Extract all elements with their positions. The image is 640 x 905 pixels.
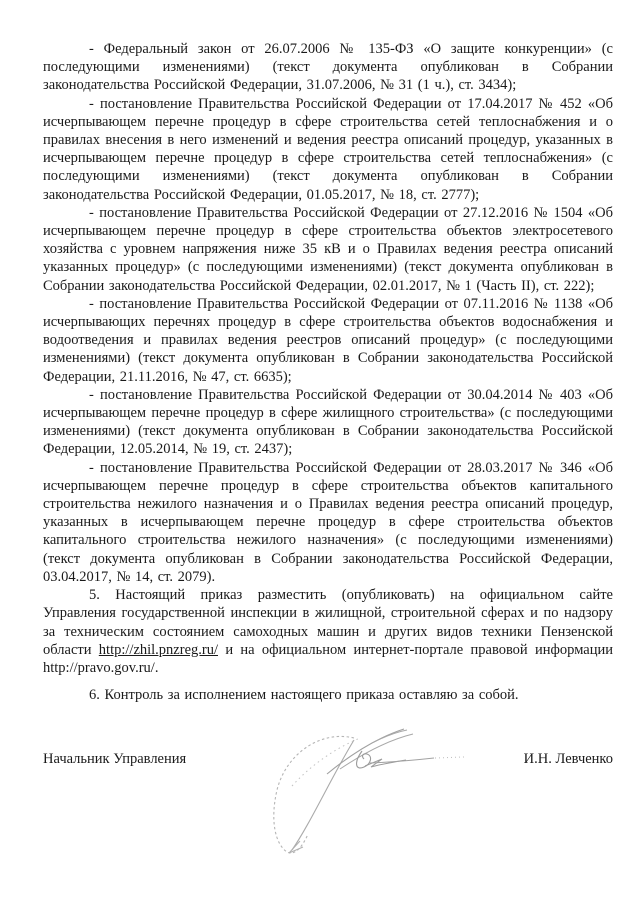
signature-block — [43, 750, 613, 768]
item5-text-after: . — [154, 659, 159, 676]
signatory-name: И.Н. Левченко — [523, 751, 613, 768]
item5-text-middle: и на официальном интернет-портале правовой информации — [218, 641, 613, 658]
list-item-resolution-452: - постановление Правительства Российской Федерации от 17.04.2017 № 452 «Об исчерпывающем перечне процедур в сфере строительства сетей теплоснабжения и о правилах внесения в него изменений и ведения реестра описаний процедур, указанных в исчерпывающем перечне процедур в сфере строительства сетей теплоснабжения» (с последующими изменениями) (текст документа опубликован в Собрании законодательства Российской Федерации, 01.05.2017, № 18, ст. 2777); — [43, 95, 613, 203]
signatory-position: Начальник Управления — [43, 751, 187, 768]
paragraph-item6-control: 6. Контроль за исполнением настоящего приказа оставляю за собой. — [89, 687, 519, 704]
handwritten-signature — [270, 724, 466, 862]
list-item-resolution-346: - постановление Правительства Российской Федерации от 28.03.2017 № 346 «Об исчерпывающем перечне процедур в сфере строительства объектов капитального строительства нежилого назначения и о Правилах ведения реестра описаний процедур, указанных в исчерпывающем перечне процедур в сфере строительства объектов капитального строительства нежилого назначения» (с последующими изменениями) (текст документа опубликован в Собрании законодательства Российской Федерации, 03.04.2017, № 14, ст. 2079). — [43, 459, 613, 585]
pravo-gov-url-text: http://pravo.gov.ru/ — [43, 659, 155, 676]
list-item-resolution-1138: - постановление Правительства Российской Федерации от 07.11.2016 № 1138 «Об исчерпывающих перечнях процедур в сфере строительства объектов водоснабжения и водоотведения и правилах ведения реестров описаний процедур» (с последующими изменениями) (текст документа опубликован в Собрании законодательства Российской Федерации, 21.11.2016, № 47, ст. 6635); — [43, 295, 613, 385]
item5-text-before: 5. Настоящий приказ разместить (опубликовать) на официальном сайте Управления государственной инспекции в жилищной, строительной сферах и по надзору за техническим состоянием самоходных машин и других видов техники Пензенской области — [43, 587, 613, 658]
list-item-resolution-403: - постановление Правительства Российской Федерации от 30.04.2014 № 403 «Об исчерпывающем перечне процедур в сфере жилищного строительства» (с последующими изменениями) (текст документа опубликован в Собрании законодательства Российской Федерации, 12.05.2014, № 19, ст. 2437); — [43, 386, 613, 458]
list-item-resolution-1504: - постановление Правительства Российской Федерации от 27.12.2016 № 1504 «Об исчерпывающем перечне процедур в сфере строительства объектов электросетевого хозяйства с уровнем напряжения ниже 35 кВ и о Правилах ведения реестра описаний указанных процедур» (с последующими изменениями) (текст документа опубликован в Собрании законодательства Российской Федерации, 02.01.2017, № 1 (Часть II), ст. 222); — [43, 204, 613, 294]
paragraph-item5-publish — [43, 586, 613, 677]
zhil-pnzreg-link[interactable]: http://zhil.pnzreg.ru/ — [98, 641, 218, 658]
list-item-federal-law-135fz: - Федеральный закон от 26.07.2006 № 135-ФЗ «О защите конкуренции» (с последующими изменениями) (текст документа опубликован в Собрании законодательства Российской Федерации, 31.07.2006, № 31 (1 ч.), ст. 3434); — [43, 41, 613, 94]
